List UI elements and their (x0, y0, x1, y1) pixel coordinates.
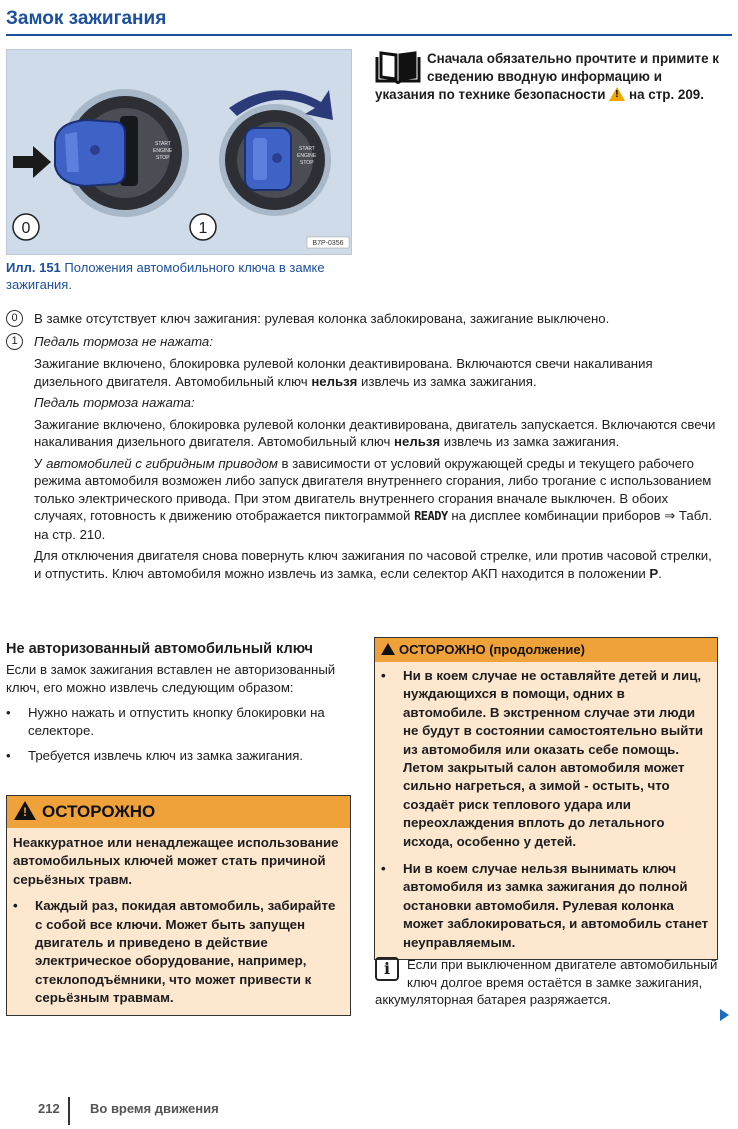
figure-caption-text: Положения автомобильного ключа в замке зажигания. (6, 260, 325, 292)
figure-code: B7P-0356 (312, 240, 344, 247)
engine-off-paragraph (6, 547, 718, 582)
info-note (375, 956, 719, 1009)
positions-description (6, 310, 718, 586)
info-icon: i (375, 957, 399, 981)
section-bullet-2-text: Требуется извлечь ключ из замка зажигания. (28, 748, 304, 763)
page-title: Замок зажигания (6, 8, 167, 29)
position-1-paragraph-2 (6, 416, 718, 451)
warning-title: ОСТОРОЖНО (42, 802, 156, 821)
switch-label-stop: STOP (156, 155, 170, 161)
ready-indicator-icon: READY (414, 509, 448, 523)
warning-body (7, 828, 350, 1015)
warning-continued-para-1-text: Ни в коем случае не оставляйте детей и лиц, нуждающихся в помощи, одних в автомобиле. В экстренном случае эти люди не будут в состоянии самостоятельно выйти из автомобиля или оказать себе помощь. Летом закрытый салон автомобиля может сильно нагреться, а зимой - остыть, что создаёт риск теплового удара или переохлаждения вплоть до летального исхода, особенно у детей. (403, 668, 704, 849)
warning-continued-para-1 (381, 667, 711, 851)
position-1-text-2b: нельзя (394, 434, 441, 449)
continue-arrow-icon (720, 1009, 729, 1021)
switch-label-engine-2: ENGINE (297, 153, 317, 159)
engine-off-text-c: . (658, 565, 662, 581)
engine-off-text-a: Для отключения двигателя снова повернуть ключ зажигания по часовой стрелке, или против часовой стрелки, и отпустить. Ключ автомобиля можно извлечь из замка, если селектор АКП находится в положении (34, 548, 712, 581)
switch-label-stop-2: STOP (300, 160, 314, 166)
position-badge-1: 1 (198, 220, 208, 237)
switch-label-engine: ENGINE (153, 148, 173, 154)
position-1-text-2a: Зажигание включено, блокировка рулевой колонки деактивирована, двигатель запускается. Включаются свечи накаливания дизельного двигателя. Автомобильный ключ (34, 416, 716, 449)
position-1-paragraph-1 (6, 355, 718, 390)
intro-page-ref: на стр. 209. (629, 87, 704, 102)
position-0-badge: 0 (6, 310, 23, 327)
ignition-figure (6, 49, 352, 255)
position-1-subheading-2: Педаль тормоза нажата: (34, 395, 195, 410)
position-0-row (6, 310, 718, 328)
ignition-illustration (7, 50, 352, 255)
page-number: 212 (38, 1101, 60, 1116)
section-bullet-1-text: Нужно нажать и отпустить кнопку блокировки на селекторе. (28, 705, 325, 738)
hybrid-text-b: автомобилей с гибридным приводом (46, 455, 278, 471)
footer-divider (68, 1097, 70, 1125)
position-1-row (6, 333, 718, 351)
title-divider (6, 34, 732, 36)
position-1-subheading-1: Педаль тормоза не нажата: (34, 333, 213, 349)
warning-continued-para-2 (381, 860, 711, 952)
warning-continued-para-2-text: Ни в коем случае нельзя вынимать ключ автомобиля из замка зажигания до полной остановки автомобиля. Рулевая колонка может заблокироваться, и автомобиль станет неуправляемым. (403, 861, 709, 950)
position-1-text-1c: извлечь из замка зажигания. (361, 373, 537, 389)
hybrid-paragraph (6, 455, 718, 544)
warning-box (6, 795, 351, 1016)
info-note-text: Если при выключенном двигателе автомобильный ключ долгое время остаётся в замке зажигания, аккумуляторная батарея разряжается. (375, 957, 718, 1007)
hybrid-text-d: на дисплее комбинации приборов ⇒ Табл. на стр. 210. (34, 508, 713, 542)
position-1-text-1a: Зажигание включено, блокировка рулевой колонки деактивирована. Включаются свечи накаливания дизельного двигателя. Автомобильный ключ (34, 356, 653, 389)
figure-caption (6, 259, 346, 293)
hybrid-text-c: в зависимости от условий окружающей среды и текущего рабочего режима автомобиля возможен либо запуск двигателя внутреннего сгорания, либо трогание с использованием только электрического привода. При этом двигатель внутреннего сгорания вначале выключен. В обоих случаях, готовность к движению отображается пиктограммой (34, 455, 712, 523)
position-1-text-1b: нельзя (311, 373, 358, 389)
warning-para-2-text: Каждый раз, покидая автомобиль, забирайте с собой все ключи. Может быть запущен двигатель и приведено в действие электрическое оборудование, например, стеклоподъёмники, что может привести к серьёзным травмам. (35, 898, 336, 1006)
position-badge-0: 0 (21, 220, 31, 237)
position-1-text-2c: извлечь из замка зажигания. (443, 434, 620, 449)
switch-label-start-2: START (299, 146, 315, 152)
warning-continued-header (375, 638, 717, 662)
figure-label: Илл. 151 (6, 260, 61, 275)
section-heading: Не авторизованный автомобильный ключ (6, 641, 313, 657)
switch-label-start: START (155, 141, 171, 147)
section-intro: Если в замок зажигания вставлен не авторизованный ключ, его можно извлечь следующим образом: (6, 662, 336, 695)
hybrid-text-a: У (34, 455, 43, 471)
intro-text: Сначала обязательно прочтите и примите к сведению вводную информацию и указания по технике безопасности (375, 51, 719, 102)
position-1-badge: 1 (6, 333, 23, 350)
warning-header (7, 796, 350, 828)
warning-para-1: Неаккуратное или ненадлежащее использование автомобильных ключей может стать причиной серьёзных травм. (13, 835, 339, 887)
book-icon (375, 51, 421, 85)
section-body (6, 661, 350, 773)
footer-section: Во время движения (90, 1101, 219, 1116)
section-bullet-1 (6, 704, 350, 739)
intro-note (375, 50, 720, 104)
warning-triangle-icon (609, 87, 625, 101)
warning-triangle-icon (14, 801, 36, 820)
warning-continued-title: ОСТОРОЖНО (продолжение) (399, 642, 585, 657)
section-bullet-2 (6, 747, 350, 765)
selector-position-p: P (649, 565, 659, 581)
warning-continued-box (374, 637, 718, 960)
position-0-text: В замке отсутствует ключ зажигания: рулевая колонка заблокирована, зажигание выключено. (34, 311, 610, 326)
warning-triangle-icon (381, 643, 395, 655)
warning-para-2 (13, 897, 344, 1007)
warning-continued-body (375, 662, 717, 959)
